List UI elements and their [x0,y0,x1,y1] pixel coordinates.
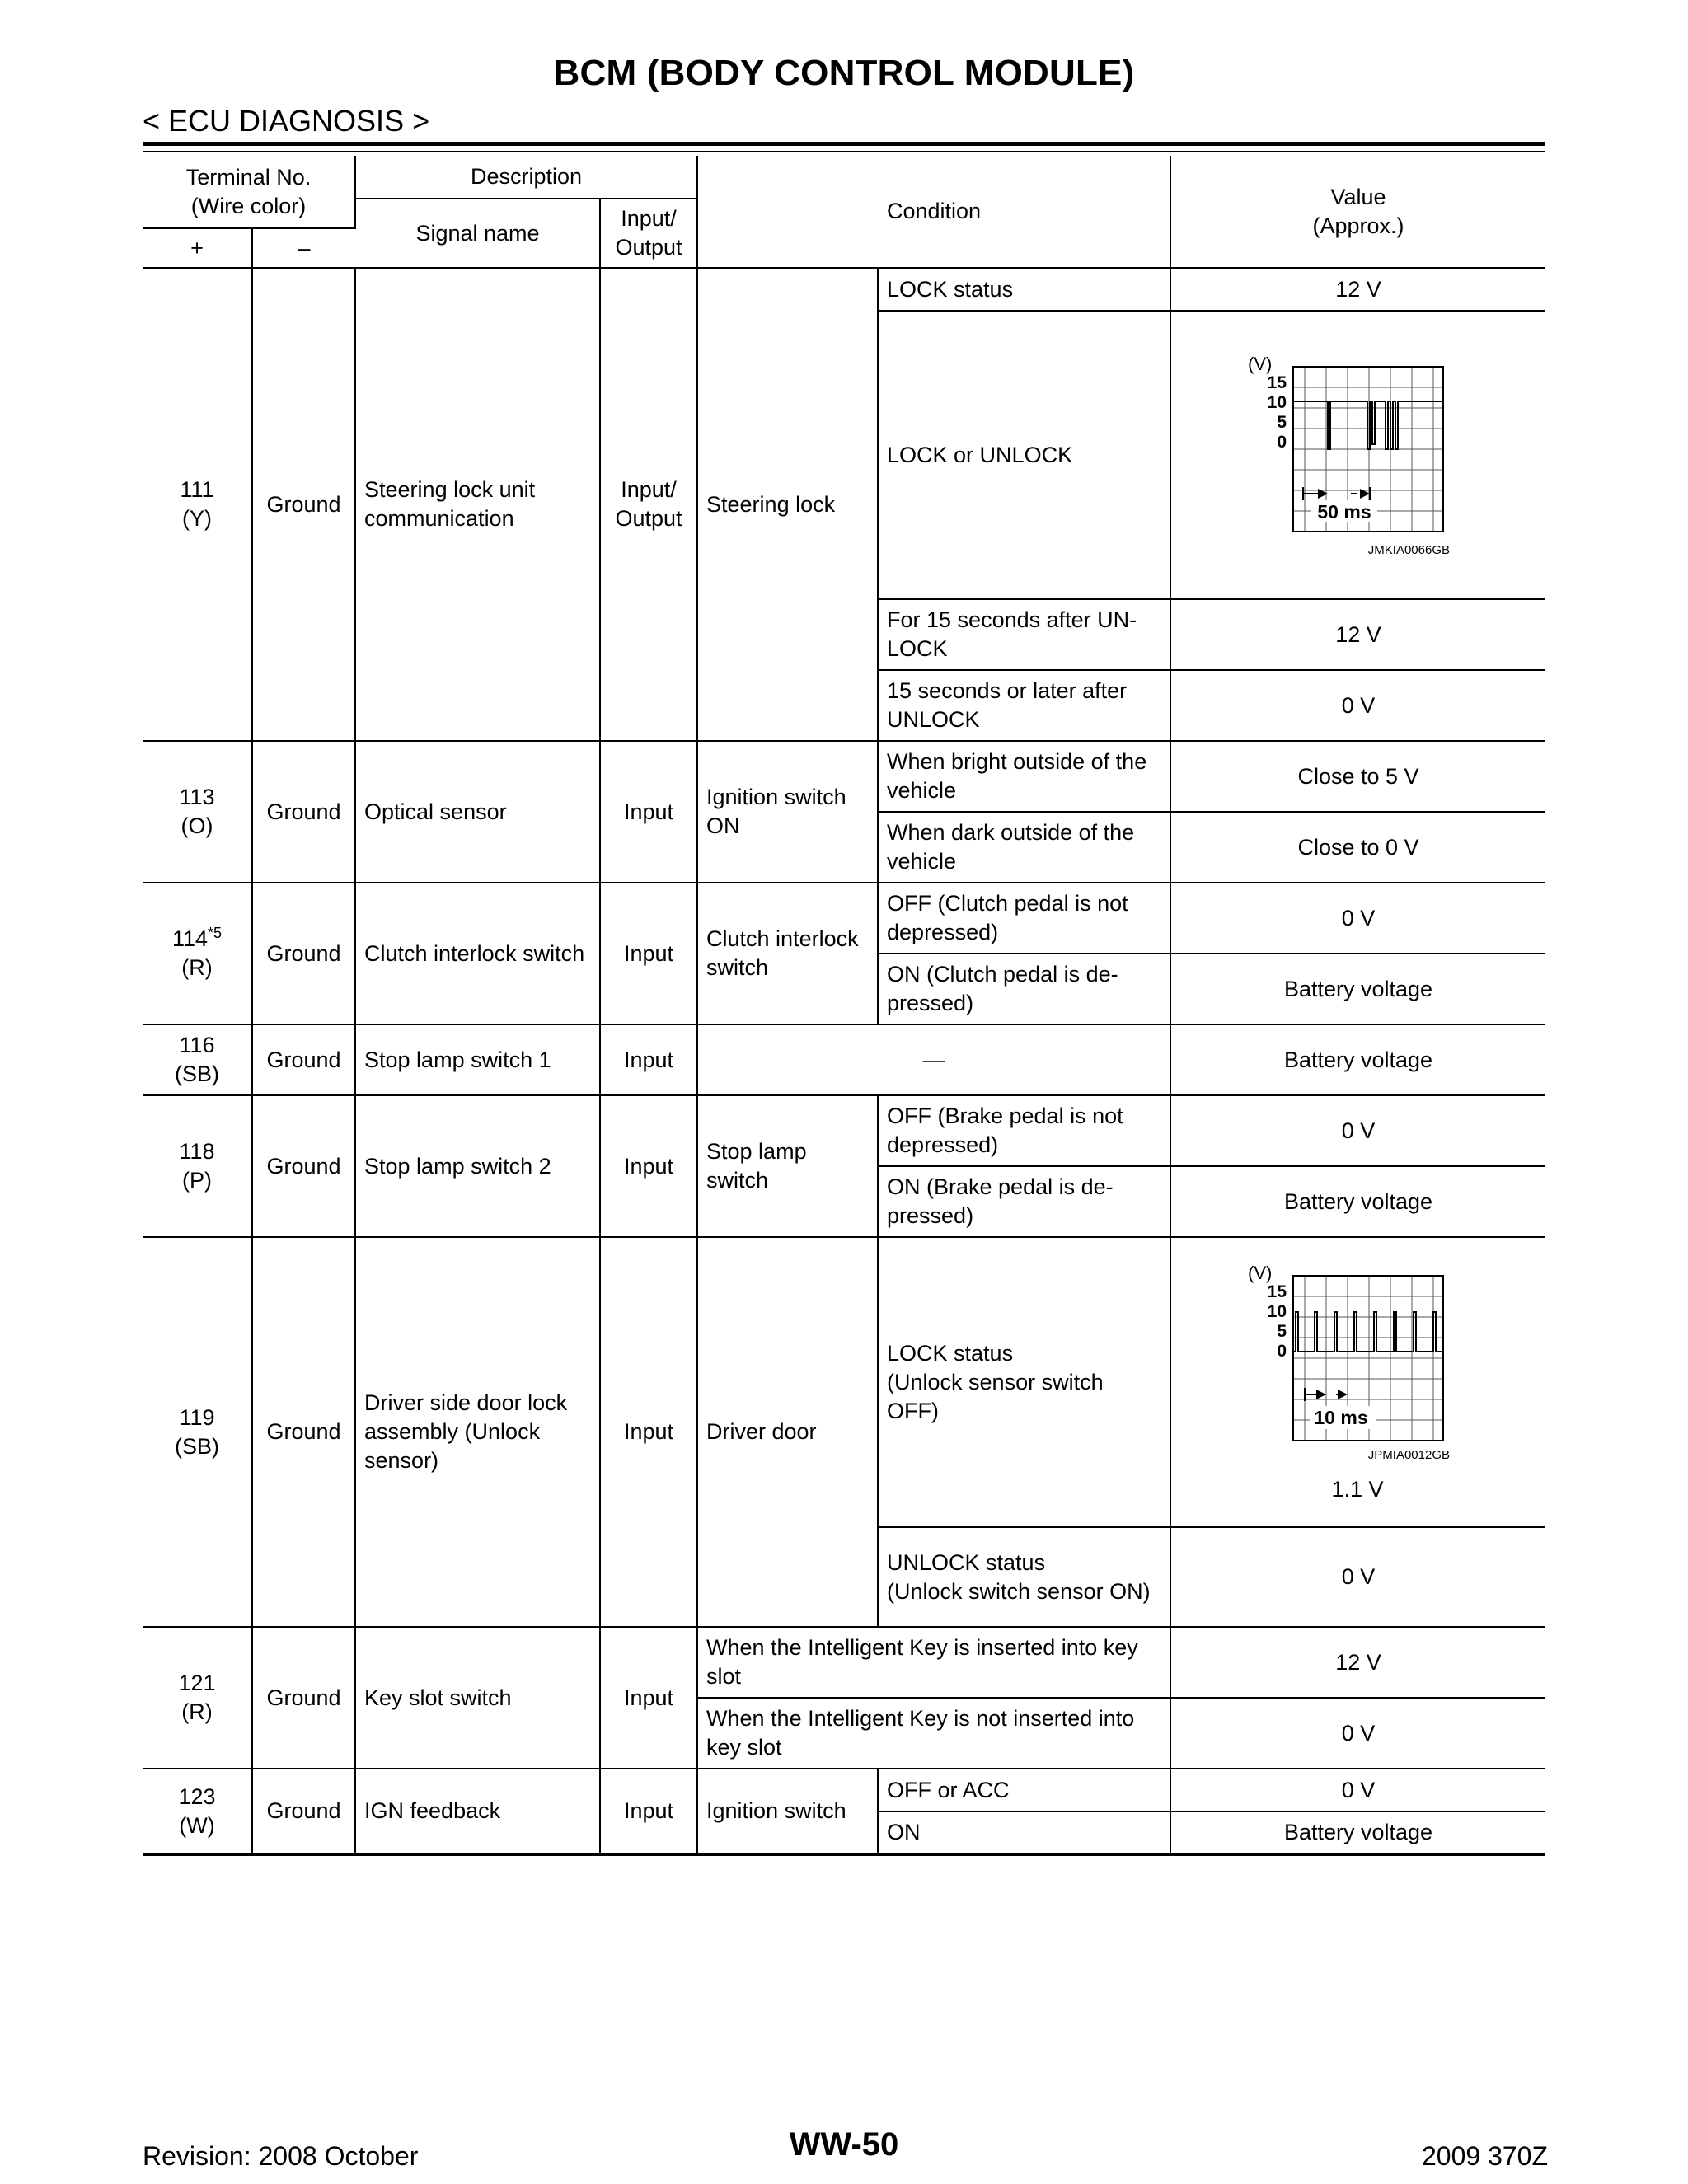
subcondition-cell: UNLOCK status (Unlock switch sensor ON) [878,1527,1170,1627]
waveform-10ms [1212,1261,1451,1475]
terminal-cell: 113 (O) [143,741,252,883]
svg-text:JPMIA0012GB: JPMIA0012GB [1367,1447,1451,1462]
svg-text:10 ms: 10 ms [1314,1406,1368,1428]
terminal-cell: 118 (P) [143,1095,252,1237]
header-description: Description [355,156,697,199]
signal-cell: Clutch interlock switch [355,883,600,1024]
signal-cell: Stop lamp switch 2 [355,1095,600,1237]
header-rule [143,142,1545,146]
svg-text:50 ms: 50 ms [1317,501,1372,523]
terminal-cell: 119 (SB) [143,1237,252,1627]
subcondition-cell: When the Intelligent Key is inserted into key slot [697,1627,1170,1698]
footer-revision: Revision: 2008 October [143,2141,419,2171]
condition-cell: Driver door [697,1237,878,1627]
condition-cell: Steering lock [697,268,878,741]
subcondition-cell: For 15 seconds after UN-LOCK [878,599,1170,670]
table-row [143,883,1545,954]
svg-text:JMKIA0066GB: JMKIA0066GB [1367,543,1451,557]
ground-cell: Ground [252,1095,355,1237]
io-cell: Input [600,1024,697,1095]
header-signal-name: Signal name [355,199,600,268]
terminal-cell: 114$^{*5}$ (R) [143,883,252,1024]
header-terminal: Terminal No. (Wire color) [143,156,355,228]
waveform-cell [1170,311,1545,599]
subcondition-cell: When bright outside of the vehicle [878,741,1170,812]
subcondition-cell: When the Intelligent Key is not inserted into key slot [697,1698,1170,1769]
ground-cell: Ground [252,741,355,883]
value-cell: Battery voltage [1170,1811,1545,1854]
condition-cell: Ignition switch ON [697,741,878,883]
terminal-cell: 116 (SB) [143,1024,252,1095]
condition-cell: Clutch interlock switch [697,883,878,1024]
value-cell: Battery voltage [1170,1024,1545,1095]
svg-text:15: 15 [1267,373,1287,392]
signal-cell: Optical sensor [355,741,600,883]
signal-cell: Driver side door lock assembly (Unlock sensor) [355,1237,600,1627]
ground-cell: Ground [252,1769,355,1854]
header-condition: Condition [697,156,1170,268]
ground-cell: Ground [252,1627,355,1769]
signal-cell: Stop lamp switch 1 [355,1024,600,1095]
subcondition-cell: ON (Clutch pedal is de-pressed) [878,954,1170,1024]
table-row [143,1095,1545,1166]
signal-cell: Steering lock unit communication [355,268,600,741]
subcondition-cell: OFF (Clutch pedal is not depressed) [878,883,1170,954]
svg-text:10: 10 [1267,1301,1287,1321]
subcondition-cell: OFF or ACC [878,1769,1170,1811]
svg-text:(V): (V) [1248,354,1273,374]
page-title: BCM (BODY CONTROL MODULE) [553,53,1135,93]
value-cell: 12 V [1170,268,1545,311]
header-minus: – [252,228,355,268]
subcondition-cell: When dark outside of the vehicle [878,812,1170,883]
header-rule-thin [143,151,1545,152]
svg-text:5: 5 [1277,1321,1287,1341]
subcondition-cell: ON [878,1811,1170,1854]
value-cell: Close to 0 V [1170,812,1545,883]
value-cell: 12 V [1170,1627,1545,1698]
subcondition-cell: ON (Brake pedal is de-pressed) [878,1166,1170,1237]
ground-cell: Ground [252,1237,355,1627]
waveform-cell [1170,1237,1545,1527]
table-row [143,1024,1545,1095]
io-cell: Input/ Output [600,268,697,741]
subcondition-cell: LOCK status (Unlock sensor switch OFF) [878,1237,1170,1527]
diagnosis-table [143,156,1545,1856]
svg-text:(V): (V) [1248,1262,1273,1283]
io-cell: Input [600,741,697,883]
value-cell: 0 V [1170,1095,1545,1166]
value-text: 1.1 V [1331,1476,1384,1502]
condition-cell: — [697,1024,1170,1095]
waveform-50ms [1212,352,1451,558]
condition-cell: Stop lamp switch [697,1095,878,1237]
signal-cell: IGN feedback [355,1769,600,1854]
value-cell: Battery voltage [1170,954,1545,1024]
terminal-cell: 111 (Y) [143,268,252,741]
table-row [143,1237,1545,1527]
value-cell: 0 V [1170,883,1545,954]
io-cell: Input [600,1095,697,1237]
footer-page-number: WW-50 [789,2126,899,2163]
io-cell: Input [600,883,697,1024]
section-title: < ECU DIAGNOSIS > [143,104,430,138]
io-cell: Input [600,1627,697,1769]
value-cell: 12 V [1170,599,1545,670]
header-input-output: Input/ Output [600,199,697,268]
subcondition-cell: OFF (Brake pedal is not depressed) [878,1095,1170,1166]
value-cell: Battery voltage [1170,1166,1545,1237]
terminal-cell: 121 (R) [143,1627,252,1769]
signal-cell: Key slot switch [355,1627,600,1769]
svg-text:0: 0 [1277,1341,1287,1361]
value-cell: 0 V [1170,1527,1545,1627]
svg-text:15: 15 [1267,1282,1287,1301]
svg-text:10: 10 [1267,393,1287,412]
condition-cell: Ignition switch [697,1769,878,1854]
table-row [143,1769,1545,1811]
table-row [143,268,1545,311]
terminal-cell: 123 (W) [143,1769,252,1854]
value-cell: 0 V [1170,1769,1545,1811]
header-plus: + [143,228,252,268]
value-cell: 0 V [1170,670,1545,741]
table-row [143,741,1545,812]
subcondition-cell: 15 seconds or later after UNLOCK [878,670,1170,741]
ground-cell: Ground [252,268,355,741]
table-row [143,1627,1545,1698]
value-cell: Close to 5 V [1170,741,1545,812]
io-cell: Input [600,1769,697,1854]
ground-cell: Ground [252,1024,355,1095]
io-cell: Input [600,1237,697,1627]
footer-model: 2009 370Z [1421,2141,1548,2171]
value-cell: 0 V [1170,1698,1545,1769]
svg-text:0: 0 [1277,433,1287,452]
subcondition-cell: LOCK or UNLOCK [878,311,1170,599]
svg-text:5: 5 [1277,413,1287,432]
header-value: Value (Approx.) [1170,156,1545,268]
ground-cell: Ground [252,883,355,1024]
subcondition-cell: LOCK status [878,268,1170,311]
